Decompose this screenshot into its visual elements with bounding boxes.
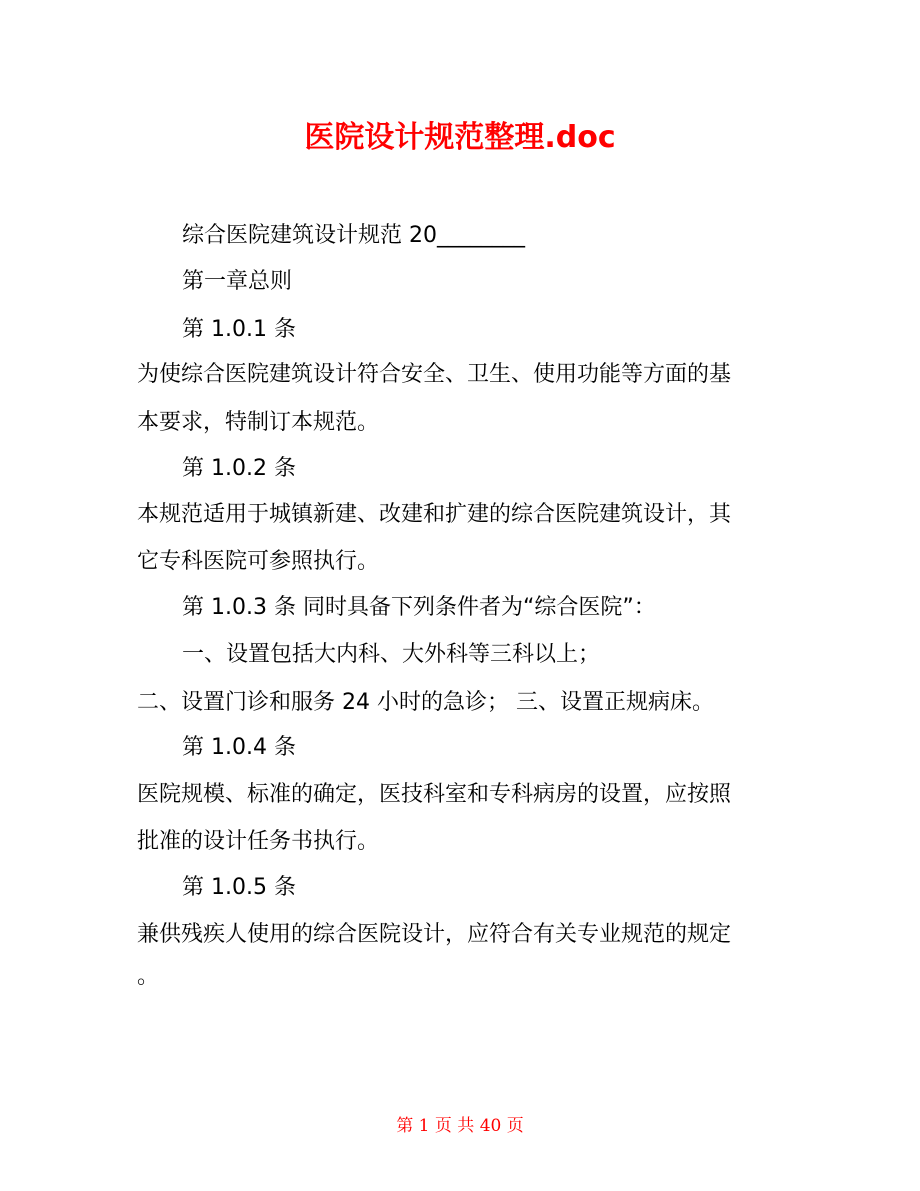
list-item: 二、设置门诊和服务 24 小时的急诊； 三、设置正规病床。 [137, 690, 714, 715]
page-footer: 第 1 页 共 40 页 [396, 1116, 524, 1136]
list-item: 一、设置包括大内科、大外科等三科以上； [182, 642, 601, 667]
document-title: 医院设计规范整理.doc [304, 120, 616, 155]
paragraph-line: 本要求，特制订本规范。 [137, 410, 380, 435]
article-heading: 第 1.0.5 条 [182, 875, 296, 900]
article-heading: 第 1.0.3 条 同时具备下列条件者为“综合医院”： [182, 595, 656, 620]
article-heading: 第 1.0.4 条 [182, 735, 296, 760]
paragraph-line: 为使综合医院建筑设计符合安全、卫生、使用功能等方面的基 [137, 362, 732, 387]
article-heading: 第 1.0.1 条 [182, 317, 296, 342]
paragraph-line: 兼供残疾人使用的综合医院设计，应符合有关专业规范的规定 [137, 922, 732, 947]
chapter-heading: 第一章总则 [182, 269, 293, 294]
paragraph-line: 它专科医院可参照执行。 [137, 549, 380, 574]
article-heading: 第 1.0.2 条 [182, 456, 296, 481]
paragraph-line: 本规范适用于城镇新建、改建和扩建的综合医院建筑设计，其 [137, 502, 732, 527]
paragraph-line: 医院规模、标准的确定，医技科室和专科病房的设置，应按照 [137, 782, 732, 807]
paragraph-line: 综合医院建筑设计规范 20________ [182, 223, 525, 248]
paragraph-line: 。 [137, 964, 160, 989]
paragraph-line: 批准的设计任务书执行。 [137, 829, 380, 854]
